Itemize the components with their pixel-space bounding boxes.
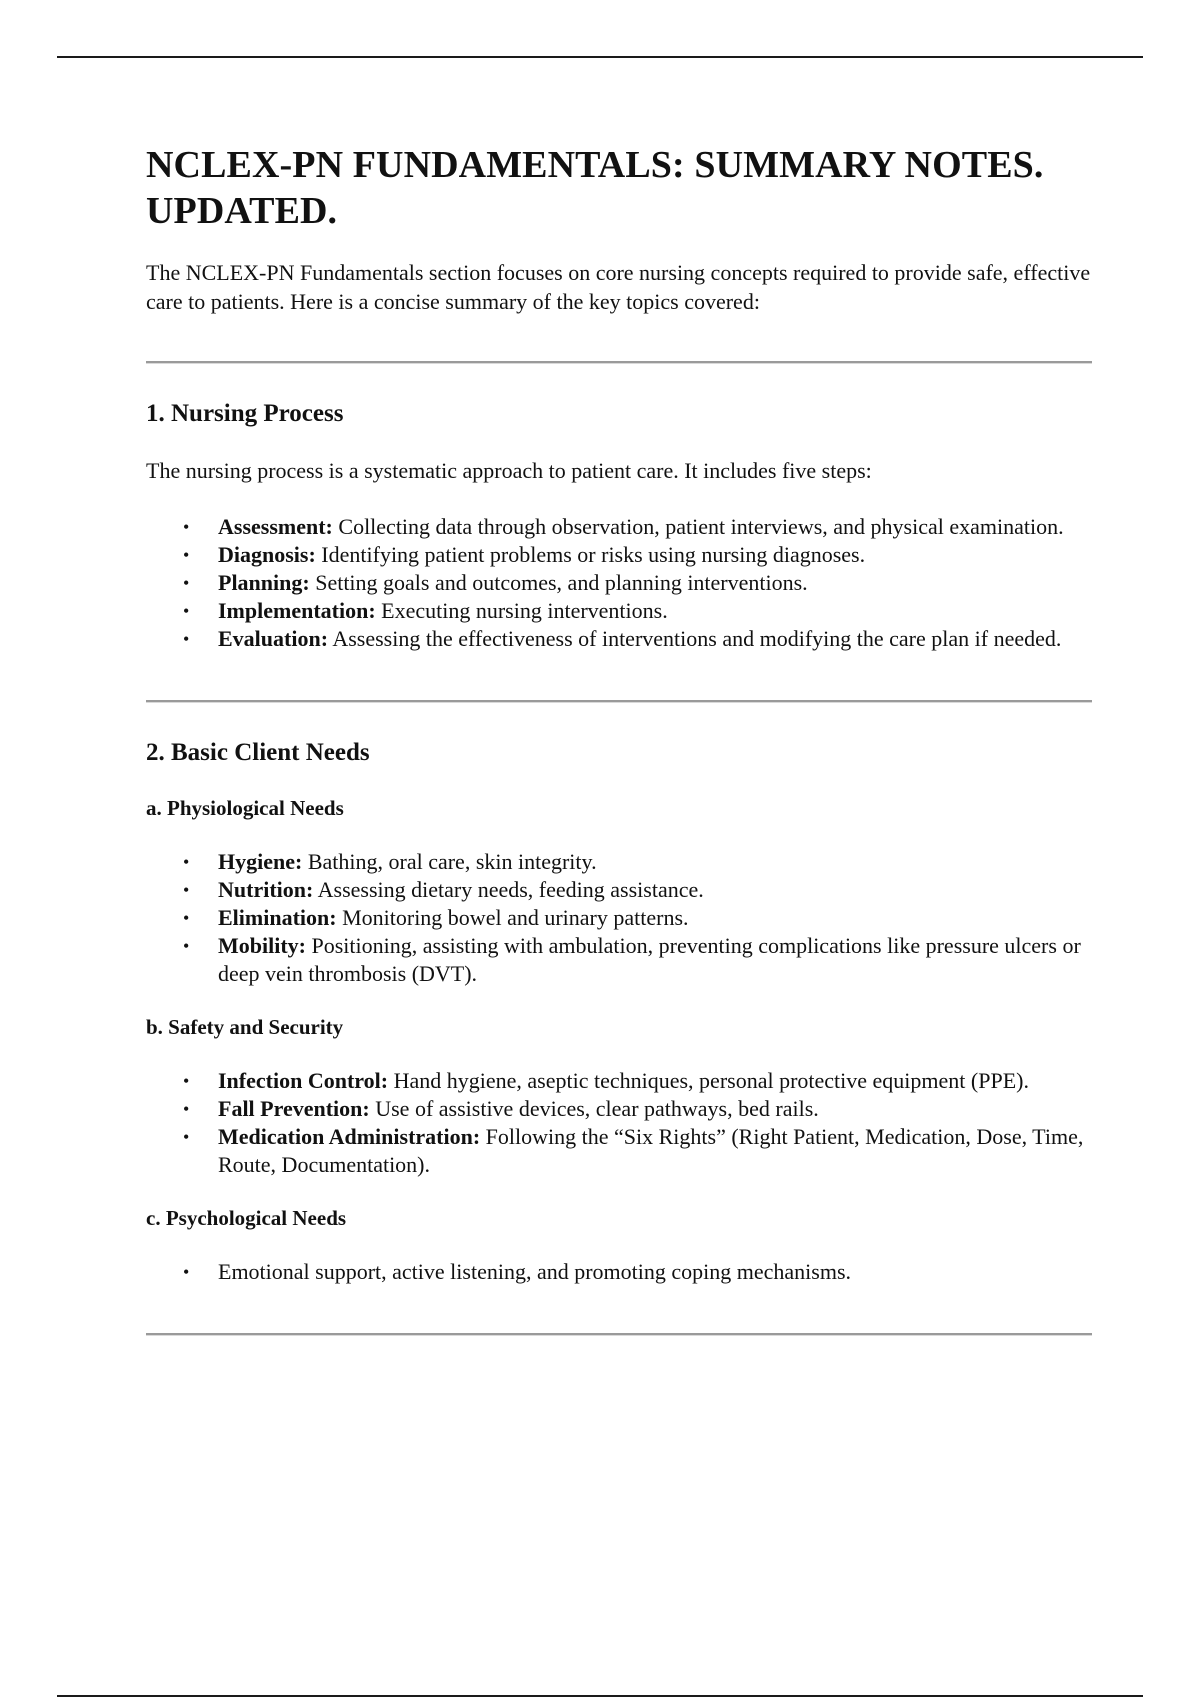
page-top-rule [57,56,1143,58]
bullet-icon: • [183,1071,190,1091]
list-item-term: Evaluation: [218,626,329,651]
bullet-icon: • [183,545,190,565]
list-item-term: Diagnosis: [218,542,316,567]
list-item-desc: Executing nursing interventions. [375,598,668,623]
list-item-desc: Positioning, assisting with ambulation, preventing complications like pressure ulcers or deep vein thrombosis (DVT). [218,933,1081,986]
list-item [183,932,1092,988]
list-item-desc: Use of assistive devices, clear pathways, bed rails. [369,1096,819,1121]
document-title: NCLEX-PN FUNDAMENTALS: SUMMARY NOTES. UPDATED. [146,144,1044,232]
list-item-desc: Assessing the effectiveness of interventions and modifying the care plan if needed. [328,626,1062,651]
list-item-desc: Hand hygiene, aseptic techniques, personal protective equipment (PPE). [388,1068,1029,1093]
bullet-icon: • [183,601,190,621]
list-item [183,1067,1092,1095]
list-item-desc: Monitoring bowel and urinary patterns. [336,905,689,930]
section-divider [146,361,1092,364]
psychological-needs-list [146,1258,1092,1286]
bullet-icon: • [183,517,190,537]
section-divider [146,1333,1092,1336]
list-item-desc: Identifying patient problems or risks using nursing diagnoses. [315,542,866,567]
list-item [183,597,1092,625]
bullet-icon: • [183,908,190,928]
list-item-term: Assessment: [218,514,333,539]
nursing-process-intro: The nursing process is a systematic approach to patient care. It includes five steps: [146,458,872,483]
list-item-term: Hygiene: [218,849,303,874]
bullet-icon: • [183,880,190,900]
bullet-icon: • [183,1262,190,1282]
list-item [183,876,1092,904]
list-item-desc: Bathing, oral care, skin integrity. [302,849,597,874]
list-item-desc: Following the “Six Rights” (Right Patient, Medication, Dose, Time, Route, Documentation). [218,1124,1084,1177]
section-heading-basic-client-needs: 2. Basic Client Needs [146,739,370,766]
list-item-desc: Emotional support, active listening, and promoting coping mechanisms. [218,1259,852,1284]
list-item-term: Planning: [218,570,310,595]
list-item [183,541,1092,569]
list-item [183,848,1092,876]
intro-paragraph: The NCLEX-PN Fundamentals section focuses on core nursing concepts required to provide safe, effective care to patients. Here is a concise summary of the key topics covered: [146,260,1091,314]
list-item-desc: Setting goals and outcomes, and planning interventions. [309,570,808,595]
list-item-term: Infection Control: [218,1068,389,1093]
bullet-icon: • [183,1127,190,1147]
section-heading-nursing-process: 1. Nursing Process [146,400,344,427]
page-bottom-rule [57,1695,1143,1697]
list-item [183,625,1092,653]
bullet-icon: • [183,573,190,593]
list-item [183,1095,1092,1123]
bullet-icon: • [183,936,190,956]
bullet-icon: • [183,1099,190,1119]
safety-security-list [146,1067,1092,1179]
list-item [183,1123,1092,1179]
list-item-desc: Assessing dietary needs, feeding assistance. [313,877,704,902]
subheading-physiological-needs: a. Physiological Needs [146,796,344,820]
list-item-term: Elimination: [218,905,337,930]
list-item [183,904,1092,932]
bullet-icon: • [183,852,190,872]
list-item [183,569,1092,597]
physiological-needs-list [146,848,1092,988]
subheading-safety-and-security: b. Safety and Security [146,1015,344,1039]
list-item-desc: Collecting data through observation, patient interviews, and physical examination. [332,514,1064,539]
subheading-psychological-needs: c. Psychological Needs [146,1206,347,1230]
list-item-term: Medication Administration: [218,1124,481,1149]
nursing-process-steps-list [146,513,1092,653]
list-item [183,513,1092,541]
bullet-icon: • [183,629,190,649]
section-divider [146,700,1092,703]
list-item-term: Fall Prevention: [218,1096,370,1121]
list-item-term: Mobility: [218,933,306,958]
list-item-term: Nutrition: [218,877,314,902]
list-item [183,1258,1092,1286]
document-body [146,142,1092,1336]
list-item-term: Implementation: [218,598,376,623]
